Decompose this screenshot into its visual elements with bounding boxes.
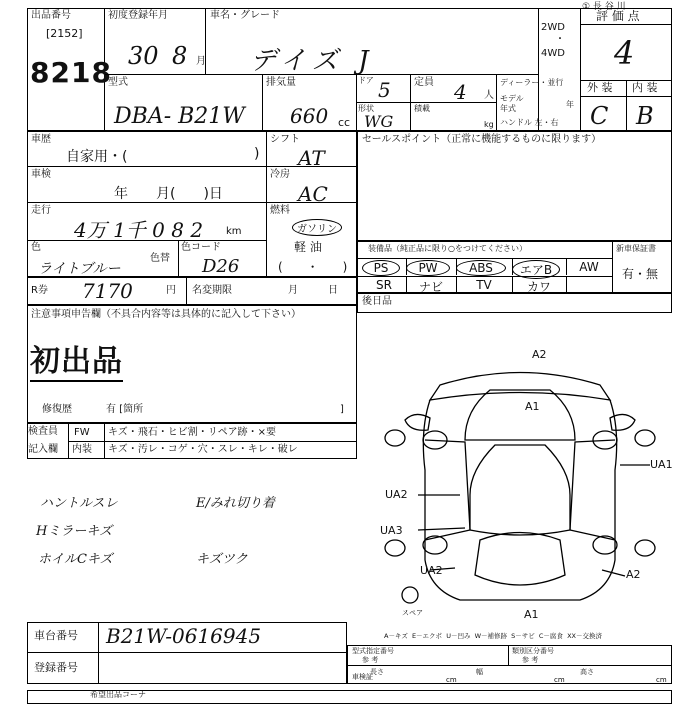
chassis-label: 車台番号 xyxy=(34,629,78,642)
mark-a1-hood: A1 xyxy=(525,400,540,413)
load-unit: kg xyxy=(484,120,494,129)
mark-a2-top: A2 xyxy=(532,348,547,361)
wheel-fl-outer xyxy=(385,430,405,446)
wheel-rl-outer xyxy=(385,540,405,556)
dims-cm-2: cm xyxy=(554,676,565,684)
fuel-value1: ガソリン xyxy=(292,219,342,236)
color-change-label: 色替 xyxy=(150,253,170,264)
in-items: キズ・汚レ・コゲ・穴・スレ・キレ・破レ xyxy=(108,444,298,455)
eval-score: 4 xyxy=(614,34,635,72)
wd-divider xyxy=(580,8,581,131)
warranty-label: 新車保証書 xyxy=(616,244,656,253)
dims-width-label: 幅 xyxy=(476,668,483,676)
footer-right-split xyxy=(508,645,509,665)
lot-bracket: [2152] xyxy=(46,27,83,40)
shaken-value: 年 月( )日 xyxy=(114,186,223,202)
spare-tire xyxy=(402,587,418,603)
inspector-label: 検査員 xyxy=(28,426,58,437)
ext-value: C xyxy=(590,102,609,130)
car-hood xyxy=(465,390,575,440)
repair-close: ] xyxy=(340,404,344,415)
inspect-mid xyxy=(68,441,357,442)
dealer-label: ディーラー・並行 xyxy=(500,78,564,87)
reg-month-unit: 月 xyxy=(196,56,206,67)
spare-label: スペア xyxy=(402,609,423,617)
wheel-rr-outer xyxy=(635,540,655,556)
in-label: 内装 xyxy=(72,444,92,455)
color-label: 色 xyxy=(31,242,41,253)
use-close: ) xyxy=(254,146,260,162)
ext-label: 外 装 xyxy=(587,81,613,94)
shape-value: WG xyxy=(364,112,394,131)
car-outline-body xyxy=(423,400,616,600)
color-value: ライトブルー xyxy=(38,261,121,277)
car-outline-top xyxy=(430,373,610,401)
ext-int-divider xyxy=(626,80,627,131)
equip-item-ps: PS xyxy=(362,260,400,276)
car-right-side xyxy=(570,440,615,540)
fw-items: キズ・飛石・ヒビ割・リペア跡・×要 xyxy=(108,427,276,438)
car-left-mirror xyxy=(405,414,430,430)
meigi-label: 名変期限 xyxy=(192,285,232,296)
r-unit: 円 xyxy=(166,285,176,296)
r-split xyxy=(186,277,187,305)
wd4-label: 4WD xyxy=(541,48,565,59)
equip-item-pw: PW xyxy=(406,260,450,276)
dims-length-label: 長さ xyxy=(370,668,384,676)
model-year-label: モデル年式 xyxy=(500,94,524,113)
recorder-label: 記入欄 xyxy=(28,444,58,455)
car-roof xyxy=(470,445,570,535)
mark-ua2-rear-left: UA2 xyxy=(420,564,443,577)
shift-label: シフト xyxy=(270,134,300,145)
equip-warranty-split xyxy=(612,241,613,293)
disp-value: 660 xyxy=(290,104,329,128)
footer-label-split xyxy=(98,622,99,684)
equip-item-sr: SR xyxy=(376,278,392,292)
fuel-paren: ( ・ ) xyxy=(278,260,348,274)
car-damage-diagram xyxy=(370,330,673,630)
car-rear xyxy=(475,533,565,586)
class-sub: 参 考 xyxy=(522,656,539,664)
equip-item-abs: ABS xyxy=(456,260,506,276)
repair-value: 有 [箇所 xyxy=(106,404,144,415)
note-2-left: Hミラーキズ xyxy=(36,524,113,539)
door-label: ドア xyxy=(358,76,374,85)
mark-a2-rear-right: A2 xyxy=(626,568,641,581)
color-code-label: 色コード xyxy=(181,242,221,253)
lot-number: 8218 xyxy=(30,56,112,89)
name-label: 車名・グレード xyxy=(210,10,280,21)
sales-label: セールスポイント（正常に機能するものに限ります） xyxy=(362,134,602,145)
equip-row-line2 xyxy=(357,276,612,277)
wheel-rr xyxy=(593,536,617,554)
damage-legend: A－キズ E－エクボ U－凹み W－補修跡 S－サビ C－腐食 XX－交換済 xyxy=(384,632,602,640)
use-value: 自家用・( xyxy=(66,149,128,165)
equip-item-カワ: カワ xyxy=(526,280,551,294)
r-value: 7170 xyxy=(82,279,133,303)
model-label: 型式 xyxy=(108,77,128,88)
equipment-label: 装備品（純正品に限り○をつけてください） xyxy=(368,244,527,253)
shift-value: AT xyxy=(298,146,325,170)
note-1-right: E/みれ切り着 xyxy=(196,496,275,511)
shape-line xyxy=(356,102,496,103)
shaken-label: 車検 xyxy=(31,169,51,180)
mark-ua2-left: UA2 xyxy=(385,488,408,501)
car-left-side xyxy=(425,440,470,540)
cap-value: 4 xyxy=(454,80,467,104)
dims-height-label: 高さ xyxy=(580,668,594,676)
equip-item-aw: AW xyxy=(579,260,599,274)
color-split xyxy=(178,240,179,277)
year-unit: 年 xyxy=(566,100,574,109)
shape-label: 形状 xyxy=(358,104,374,113)
ac-label: 冷房 xyxy=(270,169,290,180)
mileage-label: 走行 xyxy=(31,205,51,216)
notes-label: 注意事項申告欄（不具合内容等は具体的に記入して下さい） xyxy=(31,309,301,320)
reg-label: 初度登録年月 xyxy=(108,10,168,21)
class-label: 類別区分番号 xyxy=(512,647,554,655)
reg-year: 30 xyxy=(128,42,159,70)
mark-ua3-left: UA3 xyxy=(380,524,403,537)
repair-label: 修復歴 xyxy=(42,404,72,415)
equip-item-ナビ: ナビ xyxy=(418,280,443,294)
dims-cm-3: cm xyxy=(656,676,667,684)
model-divider xyxy=(262,74,263,131)
name-value: デイズ J xyxy=(250,46,375,76)
bottom-label: 希望出品コーナ xyxy=(90,690,146,699)
equip-item-エアb: エアB xyxy=(512,260,560,279)
name-right-divider xyxy=(538,8,539,131)
int-value: B xyxy=(636,102,654,130)
wheel-fr-outer xyxy=(635,430,655,446)
reg-no-label: 登録番号 xyxy=(34,661,78,674)
note-3-left: ホイルCキズ xyxy=(38,552,113,567)
eval-label-line xyxy=(580,24,672,25)
type-approval-label: 型式指定番号 xyxy=(352,647,394,655)
first-listing-stamp: 初出品 xyxy=(30,336,123,382)
car-right-mirror xyxy=(610,414,635,430)
mark-a1-bottom: A1 xyxy=(524,608,539,621)
r-label: R券 xyxy=(31,285,48,296)
note-3-right: キズツク xyxy=(196,552,248,567)
warranty-value: 有・無 xyxy=(622,267,659,281)
equip-divider xyxy=(566,276,567,293)
door-value: 5 xyxy=(378,78,391,102)
rear-frame xyxy=(357,293,672,313)
int-label: 内 装 xyxy=(632,81,658,94)
fuel-value2: 軽 油 xyxy=(294,240,322,254)
wd-dot: ・ xyxy=(555,34,565,45)
cap-divider xyxy=(496,74,497,131)
footer-mid xyxy=(27,652,347,653)
ext-int-line xyxy=(580,96,672,97)
corner-mark: ① 長 谷 川 xyxy=(582,2,626,12)
disp-unit: cc xyxy=(338,116,351,129)
equip-item-tv: TV xyxy=(476,278,492,292)
mileage-unit: km xyxy=(226,226,242,237)
disp-label: 排気量 xyxy=(266,77,296,88)
sales-frame xyxy=(357,131,672,241)
reg-month: 8 xyxy=(172,42,188,70)
left-info-split xyxy=(266,131,267,277)
wheel-rl xyxy=(423,536,447,554)
fuel-label: 燃料 xyxy=(270,205,290,216)
color-code-value: D26 xyxy=(202,256,240,277)
note-1-left: ハントルスレ xyxy=(40,496,118,511)
equip-row-line xyxy=(357,258,612,259)
cert-label: 車検証 xyxy=(352,673,373,681)
cap-unit: 人 xyxy=(484,90,494,101)
eval-label: 評 価 点 xyxy=(596,9,640,23)
ac-value: AC xyxy=(298,182,328,206)
rear-label: 後日品 xyxy=(362,296,392,307)
use-label: 車歴 xyxy=(31,134,51,145)
mileage-value: 4万 1千 0 8 2 xyxy=(74,218,204,242)
meigi-value: 月 日 xyxy=(288,285,338,296)
load-label: 積載 xyxy=(414,104,430,113)
handle-label: ハンドル 左・右 xyxy=(500,118,559,127)
type-approval-sub: 参 考 xyxy=(362,656,379,664)
model-value: DBA- B21W xyxy=(114,104,245,129)
dims-cm-1: cm xyxy=(446,676,457,684)
lot-label: 出品番号 xyxy=(31,10,71,21)
wd2-label: 2WD xyxy=(541,22,565,33)
cap-label: 定員 xyxy=(414,77,434,88)
fw-label: FW xyxy=(74,427,90,438)
footer-right-mid xyxy=(347,665,672,666)
chassis-value: B21W-0616945 xyxy=(106,624,262,648)
mark-ua1-right: UA1 xyxy=(650,458,673,471)
